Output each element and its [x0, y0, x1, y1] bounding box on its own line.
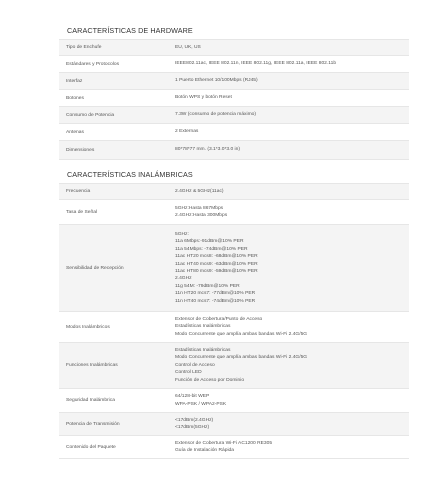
- spec-row: [59, 141, 409, 160]
- spec-value: [175, 436, 272, 458]
- spec-row: [59, 343, 409, 389]
- spec-row: [59, 200, 409, 225]
- spec-value-line: 2.4GHz:Hasta 300Mbps: [175, 213, 228, 218]
- spec-value: [175, 343, 307, 388]
- spec-value: [175, 184, 224, 199]
- spec-value-line: 11n HT40 mcs7: -74dBm@10% PER: [175, 298, 256, 304]
- spec-value-line: 11ac HT40 mcs9: -63dBm@10% PER: [175, 261, 258, 267]
- spec-label: Funciones Inalámbricas: [66, 363, 118, 368]
- spec-label: Botones: [66, 95, 84, 101]
- spec-row: [59, 436, 409, 459]
- spec-label: Sensibilidad de Recepción: [66, 265, 124, 271]
- spec-row: [59, 389, 409, 413]
- spec-label: Tasa de Señal: [66, 209, 97, 215]
- spec-row: [59, 312, 409, 343]
- spec-row: [59, 56, 409, 73]
- spec-value-line: Función de Acceso por Dominio: [175, 377, 245, 383]
- wireless-section-title: CARACTERÍSTICAS INALÁMBRICAS: [67, 170, 193, 179]
- spec-value-line: 80*78*77 mm. (3.1*3.0*3.0 in): [175, 147, 240, 153]
- spec-value-line: 2 Externas: [175, 129, 199, 135]
- spec-label: Modos Inalámbricos: [66, 324, 110, 330]
- spec-value-line: Estadísticas Inalámbricas: [175, 347, 231, 353]
- spec-label: Dimensiones: [66, 147, 95, 153]
- spec-value-line: 2.4GHz & 5GHz(11ac): [175, 188, 224, 194]
- spec-label: Antenas: [66, 129, 84, 135]
- spec-value-line: 11a 54Mbps: -74dBm@10% PER: [175, 246, 248, 252]
- spec-value: [175, 200, 227, 224]
- spec-value-line: EU, UK, US: [175, 44, 201, 50]
- spec-value-line: 11a 6Mbps:-91dBm@10% PER: [175, 239, 244, 245]
- spec-value: [175, 90, 232, 106]
- spec-value-line: 11ac HT80 mcs9: -59dBm@10% PER: [175, 269, 258, 274]
- spec-value-line: 5GHz:: [175, 231, 189, 237]
- spec-value-line: Modo Concurrente que amplía ambas bandas Wi-Fi 2.4G/5G: [175, 355, 308, 361]
- spec-label: Contenido del Paquete: [66, 444, 116, 450]
- spec-value-line: 11ac HT20 mcs8: -68dBm@10% PER: [175, 254, 258, 260]
- spec-value-line: 64/128-bit WEP: [175, 394, 210, 400]
- spec-label: Tipo de Enchufe: [66, 45, 102, 50]
- spec-value-line: 2.4GHz: [175, 276, 192, 282]
- spec-value-line: 11n HT20 mcs7: -77dBm@10% PER: [175, 291, 256, 297]
- hardware-section-title: CARACTERÍSTICAS DE HARDWARE: [67, 26, 193, 35]
- spec-value-line: Modo Concurrente que amplía ambas bandas Wi-Fi 2.4G/5G: [175, 331, 308, 337]
- spec-row: [59, 124, 409, 141]
- spec-label: Frecuencia: [66, 189, 91, 194]
- spec-value: [175, 40, 201, 55]
- spec-value-line: Control LED: [175, 370, 202, 376]
- spec-row: [59, 413, 409, 436]
- spec-row: [59, 225, 409, 312]
- spec-value-line: Extensor de Cobertura Wi-Fi AC1200 RE305: [175, 440, 273, 446]
- spec-label: Consumo de Potencia: [66, 112, 115, 118]
- spec-value-line: Control de Acceso: [175, 362, 215, 368]
- wireless-spec-table: [59, 183, 409, 459]
- spec-value: [175, 413, 213, 435]
- spec-label: Estándares y Protocolos: [66, 61, 120, 67]
- spec-value-line: 1 Puerto Ethernet 10/100Mbps (RJ45): [175, 78, 258, 84]
- spec-value-line: 5GHz:Hasta 867Mbps: [175, 205, 224, 211]
- spec-value-line: Estadísticas Inalámbricas: [175, 324, 231, 330]
- spec-row: [59, 73, 409, 90]
- spec-value: [175, 56, 336, 72]
- spec-value: [175, 141, 240, 159]
- spec-value-line: 7.3W (consumo de potencia máximo): [175, 112, 257, 118]
- spec-value: [175, 225, 258, 311]
- spec-row: [59, 39, 409, 56]
- spec-value-line: <17dBm(2.4GHz): [175, 417, 214, 423]
- spec-row: [59, 90, 409, 107]
- spec-value: [175, 107, 256, 123]
- spec-row: [59, 107, 409, 124]
- spec-value-line: WPA-PSK / WPA2-PSK: [175, 401, 227, 407]
- spec-label: Seguridad Inalámbrica: [66, 398, 115, 403]
- spec-value: [175, 312, 307, 342]
- spec-value: [175, 389, 226, 412]
- spec-value: [175, 124, 198, 140]
- spec-value-line: IEEE802.11ac, IEEE 802.11n, IEEE 802.11g, IEEE 802.11a, IEEE 802.11b: [175, 61, 337, 67]
- spec-row: [59, 183, 409, 200]
- spec-label: Potencia de Transmisión: [66, 421, 120, 427]
- spec-value-line: <17dBm(5GHz): [175, 425, 210, 430]
- spec-label: Interfaz: [66, 78, 83, 84]
- hardware-spec-table: [59, 39, 409, 160]
- spec-value-line: Guía de Instalación Rápida: [175, 448, 234, 453]
- spec-value-line: Extensor de Cobertura/Punto de Acceso: [175, 316, 263, 322]
- spec-value-line: 11g 54M: -79dBm@10% PER: [175, 283, 240, 289]
- spec-value-line: Botón WPS y botón Reset: [175, 95, 232, 101]
- spec-value: [175, 73, 258, 89]
